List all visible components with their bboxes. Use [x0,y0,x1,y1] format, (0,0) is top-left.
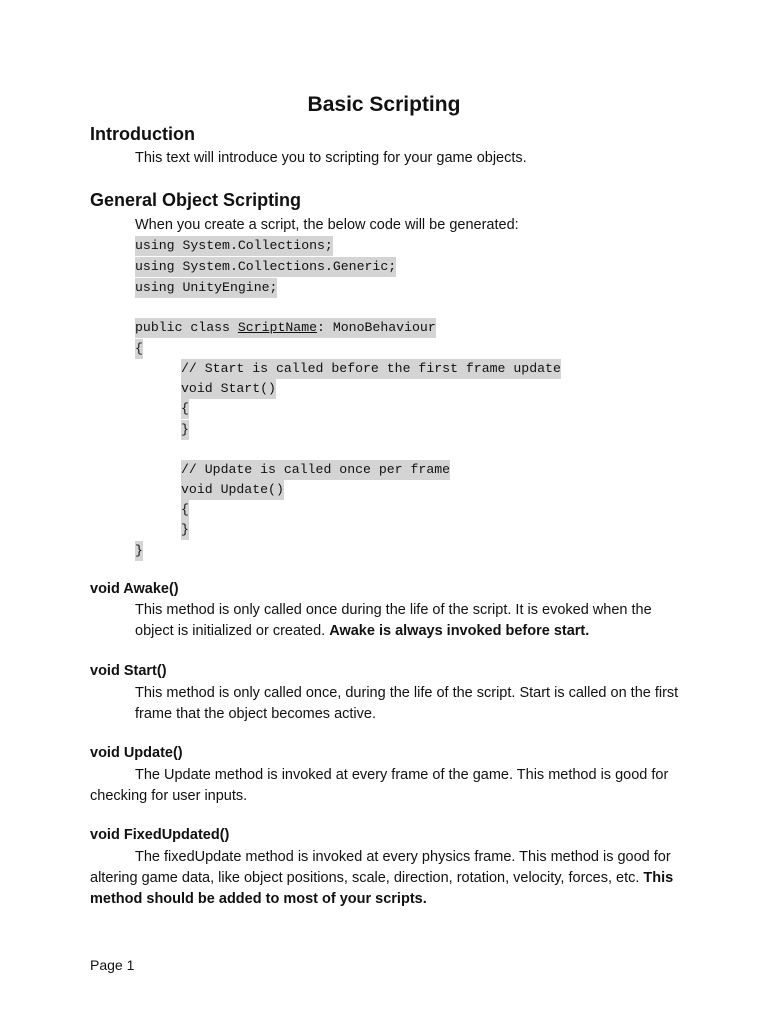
fixedupdate-description-emphasis: This method should be added to most of your scripts. [90,870,674,907]
code-line-start-open-brace: { [181,399,189,419]
general-scripting-heading: General Object Scripting [90,190,302,210]
code-line-class-close-brace: } [135,541,143,561]
code-line-update-comment: // Update is called once per frame [181,460,450,480]
code-line-update-close-brace: } [181,520,189,540]
awake-method-description [135,600,685,642]
code-class-name: ScriptName [237,320,318,335]
update-method-description: The Update method is invoked at every frame of the game. This method is good for checking for user inputs. [90,767,669,804]
code-line-start-close-brace: } [181,420,189,440]
document-title: Basic Scripting [307,93,461,116]
awake-description-emphasis: Awake is always invoked before start. [329,623,590,639]
code-line-class-open-brace: { [135,339,143,359]
fixedupdate-method-description [90,847,680,910]
code-line-update-open-brace: { [181,500,189,520]
fixedupdate-description-text: The fixedUpdate method is invoked at every physics frame. This method is good for altering game data, like object positions, scale, direction, rotation, velocity, forces, etc. [90,849,671,886]
code-line-class-declaration [135,318,436,338]
code-line-using-unityengine: using UnityEngine; [135,278,277,298]
introduction-text: This text will introduce you to scripting for your game objects. [135,150,527,166]
awake-method-heading: void Awake() [90,581,179,597]
code-line-using-collections: using System.Collections; [135,236,333,256]
general-scripting-text: When you create a script, the below code will be generated: [135,217,519,233]
code-line-update-signature: void Update() [181,480,284,500]
fixedupdate-method-heading: void FixedUpdated() [90,827,230,843]
code-class-prefix: public class [135,320,238,335]
introduction-heading: Introduction [90,124,195,144]
start-method-heading: void Start() [90,663,167,679]
code-line-start-signature: void Start() [181,379,276,399]
code-line-using-generic: using System.Collections.Generic; [135,257,396,277]
start-method-description: This method is only called once, during the life of the script. Start is called on the first frame that the object becomes active. [135,685,679,722]
page-number: Page 1 [90,957,135,973]
update-method-heading: void Update() [90,745,183,761]
code-class-suffix: : MonoBehaviour [317,320,436,335]
awake-description-text: This method is only called once during the life of the script. It is evoked when the object is initialized or created. [135,602,652,639]
code-line-start-comment: // Start is called before the first frame update [181,359,561,379]
